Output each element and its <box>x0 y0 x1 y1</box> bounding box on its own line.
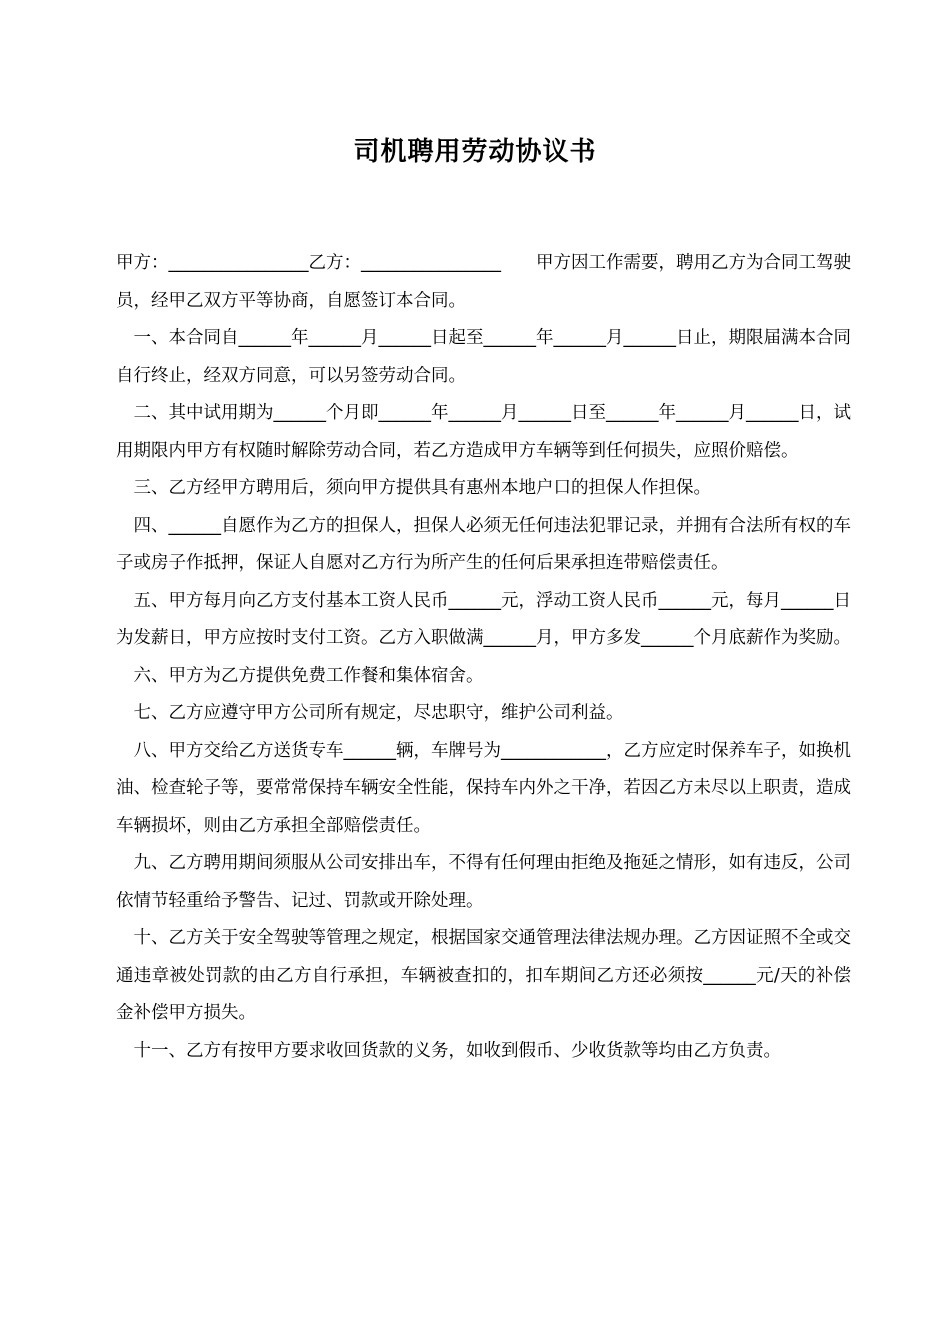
paragraph-clause-7: 七、乙方应遵守甲方公司所有规定，尽忠职守，维护公司利益。 <box>116 703 624 723</box>
paragraph-clause-3: 三、乙方经甲方聘用后，须向甲方提供具有惠州本地户口的担保人作担保。 <box>116 478 711 498</box>
paragraph-clause-10: 十、乙方关于安全驾驶等管理之规定，根据国家交通管理法律法规办理。乙方因证照不全或交通违章被处罚款的由乙方自行承担，车辆被查扣的，扣车期间乙方还必须按______元/天的补偿金补偿甲方损失。 <box>116 928 851 1023</box>
document-title: 司机聘用劳动协议书 <box>353 137 597 167</box>
paragraph-clause-6: 六、甲方为乙方提供免费工作餐和集体宿舍。 <box>116 665 484 686</box>
paragraph-clause-8: 八、甲方交给乙方送货专车______辆，车牌号为____________，乙方应定时保养车子，如换机油、检查轮子等，要常常保持车辆安全性能，保持车内外之干净，若因乙方未尽以上职责，造成车辆损坏，则由乙方承担全部赔偿责任。 <box>116 740 851 836</box>
paragraph-clause-1: 一、本合同自______年______月______日起至______年______月______日止，期限届满本合同自行终止，经双方同意，可以另签劳动合同。 <box>116 328 851 386</box>
paragraph-clause-5: 五、甲方每月向乙方支付基本工资人民币______元，浮动工资人民币______元，每月______日为发薪日，甲方应按时支付工资。乙方入职做满______月，甲方多发______个月底薪作为奖励。 <box>116 590 851 648</box>
document-body <box>116 245 851 1070</box>
paragraph-intro: 甲方：________________乙方：________________ 甲方因工作需要，聘用乙方为合同工驾驶员，经甲乙双方平等协商，自愿签订本合同。 <box>116 253 851 311</box>
paragraph-clause-2: 二、其中试用期为______个月即______年______月______日至______年______月______日，试用期限内甲方有权随时解除劳动合同，若乙方造成甲方车辆等到任何损失，应照价赔偿。 <box>116 403 851 461</box>
paragraph-clause-11: 十一、乙方有按甲方要求收回货款的义务，如收到假币、少收货款等均由乙方负责。 <box>116 1040 781 1061</box>
paragraph-clause-9: 九、乙方聘用期间须服从公司安排出车，不得有任何理由拒绝及拖延之情形，如有违反，公司依情节轻重给予警告、记过、罚款或开除处理。 <box>116 853 851 911</box>
paragraph-clause-4: 四、______自愿作为乙方的担保人，担保人必须无任何违法犯罪记录，并拥有合法所有权的车子或房子作抵押，保证人自愿对乙方行为所产生的任何后果承担连带赔偿责任。 <box>116 515 851 573</box>
